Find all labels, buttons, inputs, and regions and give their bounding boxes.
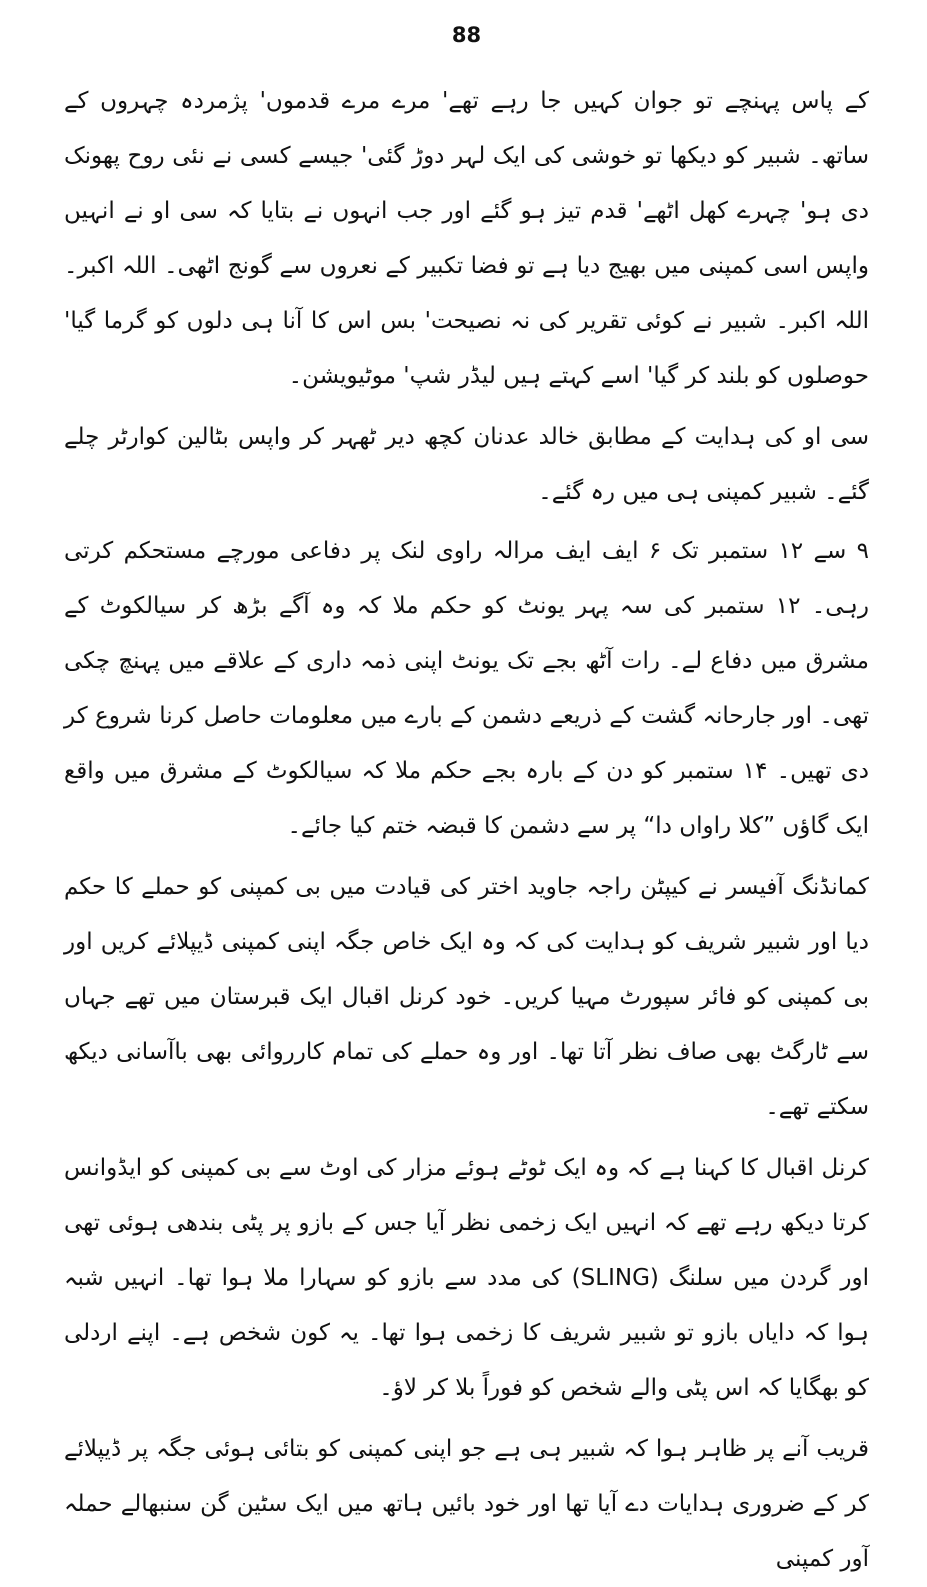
paragraph-1: کے پاس پہنچے تو جوان کہیں جا رہے تھے' مرے مرے قدموں' پژمردہ چہروں کے ساتھ۔ شبیر کو دیکھا تو خوشی کی ایک لہر دوڑ گئی' جیسے کسی نے نئی روح پھونک دی ہو' چہرے کھل اٹھے' قدم تیز ہو گئے اور جب انہوں نے بتایا کہ سی او نے انہیں واپس اسی کمپنی میں بھیج دیا ہے تو فضا تکبیر کے نعروں سے گونج اٹھی۔ اللہ اکبر۔ اللہ اکبر۔ شبیر نے کوئی تقریر کی نہ نصیحت' بس اس کا آنا ہی دلوں کو گرما گیا' حوصلوں کو بلند کر گیا' اسے کہتے ہیں لیڈر شپ' موٹیویشن۔	[64, 88, 869, 389]
page-content	[64, 74, 869, 1587]
paragraph-5: کرنل اقبال کا کہنا ہے کہ وہ ایک ٹوٹے ہوئے مزار کی اوٹ سے بی کمپنی کو ایڈوانس کرتا دیکھ رہے تھے کہ انہیں ایک زخمی نظر آیا جس کے بازو پر پٹی بندھی ہوئی تھی اور گردن میں سلنگ (SLING) کی مدد سے بازو کو سہارا ملا ہوا تھا۔ انہیں شبہ ہوا کہ دایاں بازو تو شبیر شریف کا زخمی ہوا تھا۔ یہ کون شخص ہے۔ اپنے اردلی کو بھگایا کہ اس پٹی والے شخص کو فوراً بلا کر لاؤ۔	[64, 1155, 869, 1401]
page-number: 88	[451, 23, 482, 47]
paragraph-4: کمانڈنگ آفیسر نے کیپٹن راجہ جاوید اختر کی قیادت میں بی کمپنی کو حملے کا حکم دیا اور شبیر شریف کو ہدایت کی کہ وہ ایک خاص جگہ اپنی کمپنی ڈیپلائے کریں اور بی کمپنی کو فائر سپورٹ مہیا کریں۔ خود کرنل اقبال ایک قبرستان میں تھے جہاں سے ٹارگٹ بھی صاف نظر آتا تھا۔ اور وہ حملے کی تمام کارروائی بھی باآسانی دیکھ سکتے تھے۔	[64, 874, 869, 1120]
paragraph-6: قریب آنے پر ظاہر ہوا کہ شبیر ہی ہے جو اپنی کمپنی کو بتائی ہوئی جگہ پر ڈیپلائے کر کے ضروری ہدایات دے آیا تھا اور خود بائیں ہاتھ میں ایک سٹین گن سنبھالے حملہ آور کمپنی	[64, 1436, 869, 1572]
paragraph-3: ۹ سے ۱۲ ستمبر تک ۶ ایف ایف مرالہ راوی لنک پر دفاعی مورچے مستحکم کرتی رہی۔ ۱۲ ستمبر کی سہ پہر یونٹ کو حکم ملا کہ وہ آگے بڑھ کر سیالکوٹ کے مشرق میں دفاع لے۔ رات آٹھ بجے تک یونٹ اپنی ذمہ داری کے علاقے میں پہنچ چکی تھی۔ اور جارحانہ گشت کے ذریعے دشمن کے بارے میں معلومات حاصل کرنا شروع کر دی تھیں۔ ۱۴ ستمبر کو دن کے بارہ بجے حکم ملا کہ سیالکوٹ کے مشرق میں واقع ایک گاؤں ”کلا راواں دا“ پر سے دشمن کا قبضہ ختم کیا جائے۔	[64, 538, 870, 839]
paragraph-2: سی او کی ہدایت کے مطابق خالد عدنان کچھ دیر ٹھہر کر واپس بٹالین کوارٹر چلے گئے۔ شبیر کمپنی ہی میں رہ گئے۔	[64, 424, 869, 505]
